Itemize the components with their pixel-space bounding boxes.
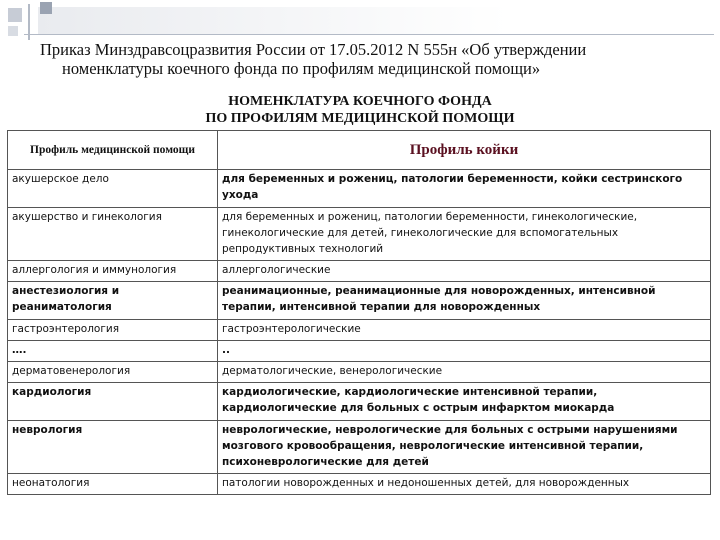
decor-square-icon bbox=[40, 2, 52, 14]
bed-profile-cell: дерматологические, венерологические bbox=[218, 362, 711, 383]
medical-profile-cell: дерматовенерология bbox=[8, 362, 218, 383]
bed-profile-cell: патологии новорожденных и недоношенных детей, для новорожденных bbox=[218, 474, 711, 495]
table-row bbox=[8, 208, 711, 261]
table-row bbox=[8, 383, 711, 421]
table-row bbox=[8, 282, 711, 320]
title-band bbox=[38, 7, 710, 35]
title-line: Приказ Минздравсоцразвития России от 17.05.2012 N 555н «Об утверждении bbox=[40, 40, 587, 59]
table-caption bbox=[40, 93, 680, 127]
bed-profile-cell: неврологические, неврологические для больных с острыми нарушениями мозгового кровообращения, неврологические интенсивной терапии, психоневрологические для детей bbox=[218, 421, 711, 474]
nomenclature-table bbox=[7, 130, 711, 495]
bed-profile-cell: для беременных и рожениц, патологии беременности, койки сестринского ухода bbox=[218, 170, 711, 208]
medical-profile-cell: неврология bbox=[8, 421, 218, 474]
caption-line: ПО ПРОФИЛЯМ МЕДИЦИНСКОЙ ПОМОЩИ bbox=[205, 111, 515, 126]
medical-profile-cell: гастроэнтерология bbox=[8, 320, 218, 341]
table-row bbox=[8, 170, 711, 208]
medical-profile-cell: акушерство и гинекология bbox=[8, 208, 218, 261]
column-header-bed-profile: Профиль койки bbox=[218, 131, 711, 170]
table-header-row bbox=[8, 131, 711, 170]
column-header-medical-profile: Профиль медицинской помощи bbox=[8, 131, 218, 170]
bed-profile-cell: аллергологические bbox=[218, 261, 711, 282]
medical-profile-cell: кардиология bbox=[8, 383, 218, 421]
table-row bbox=[8, 341, 711, 362]
document-title bbox=[40, 40, 710, 78]
bed-profile-cell: реанимационные, реанимационные для новорожденных, интенсивной терапии, интенсивной терапии для новорожденных bbox=[218, 282, 711, 320]
title-line: номенклатуры коечного фонда по профилям медицинской помощи» bbox=[62, 59, 541, 78]
decor-square-icon bbox=[8, 8, 22, 22]
caption-line: НОМЕНКЛАТУРА КОЕЧНОГО ФОНДА bbox=[228, 94, 492, 109]
medical-profile-cell: анестезиология и реаниматология bbox=[8, 282, 218, 320]
bed-profile-cell: гастроэнтерологические bbox=[218, 320, 711, 341]
bed-profile-cell: .. bbox=[218, 341, 711, 362]
table-row bbox=[8, 261, 711, 282]
decor-square-icon bbox=[8, 26, 18, 36]
table-row bbox=[8, 362, 711, 383]
medical-profile-cell: акушерское дело bbox=[8, 170, 218, 208]
decor-horizontal-rule bbox=[24, 34, 714, 35]
bed-profile-cell: кардиологические, кардиологические интенсивной терапии, кардиологические для больных с острым инфарктом миокарда bbox=[218, 383, 711, 421]
medical-profile-cell: …. bbox=[8, 341, 218, 362]
medical-profile-cell: аллергология и иммунология bbox=[8, 261, 218, 282]
table-row bbox=[8, 320, 711, 341]
medical-profile-cell: неонатология bbox=[8, 474, 218, 495]
table-row bbox=[8, 421, 711, 474]
bed-profile-cell: для беременных и рожениц, патологии беременности, гинекологические, гинекологические для детей, гинекологические для вспомогательных репродуктивных технологий bbox=[218, 208, 711, 261]
table-row bbox=[8, 474, 711, 495]
